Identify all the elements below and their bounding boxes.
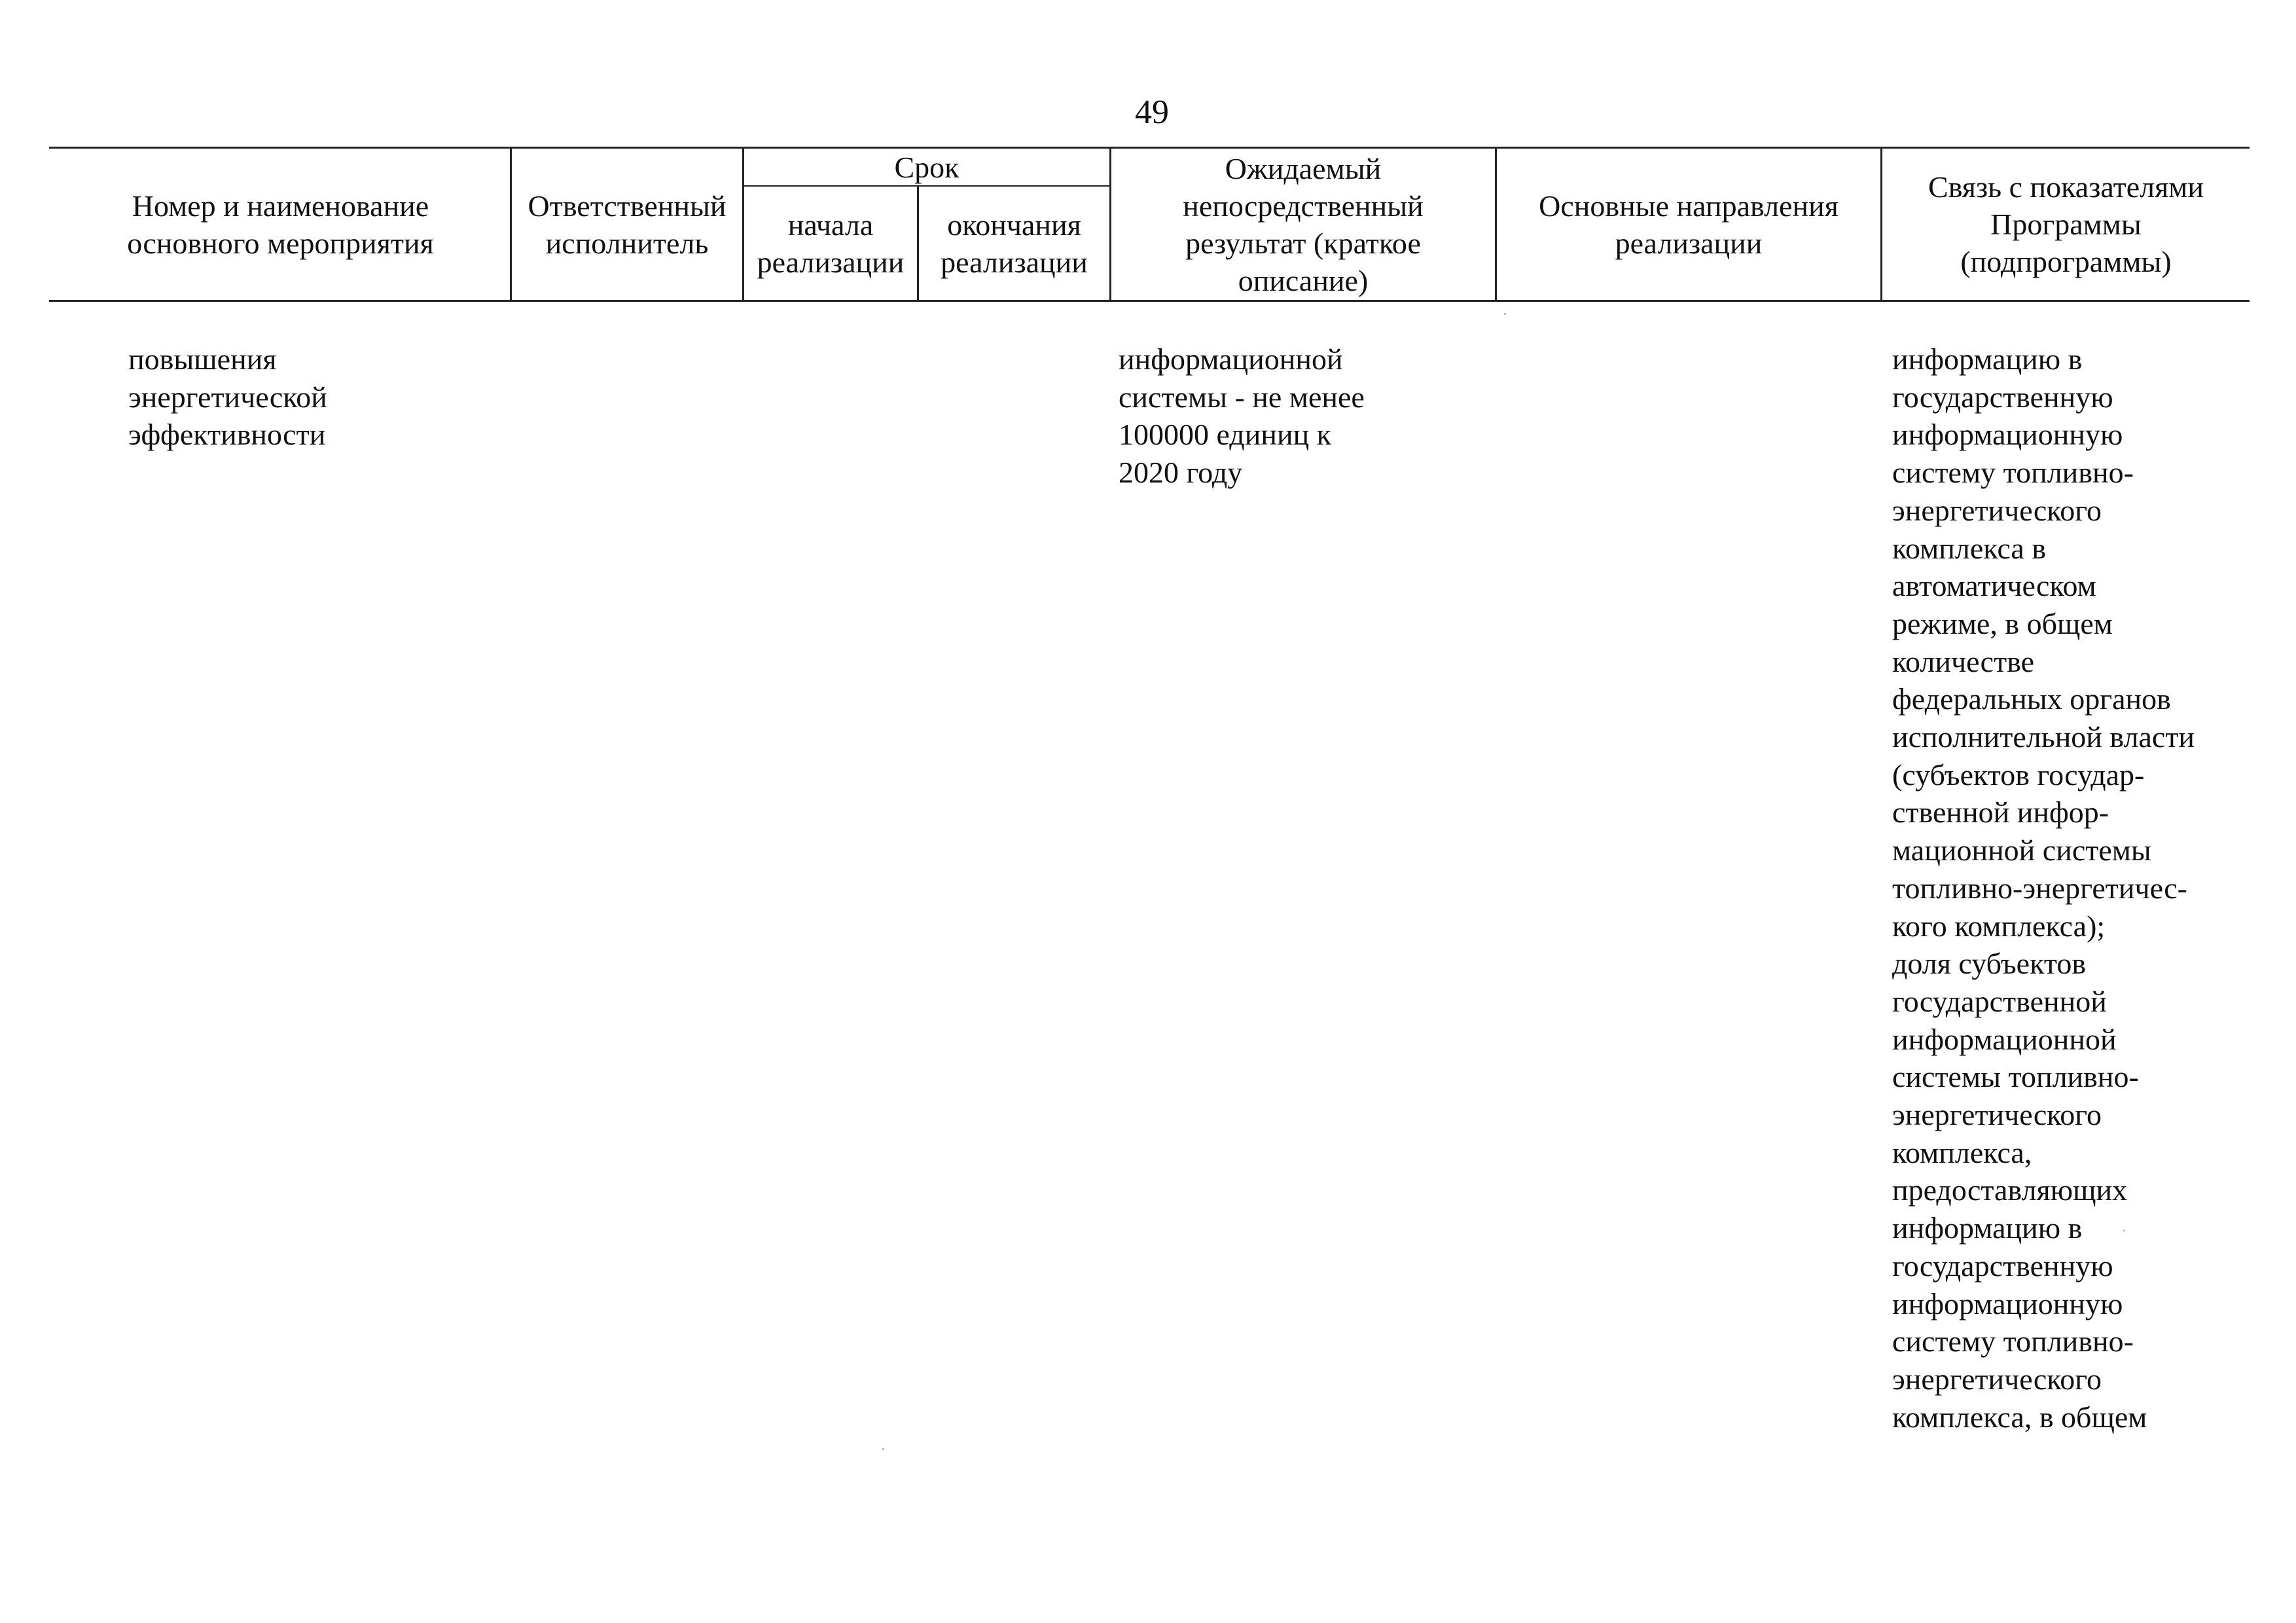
header-activity-label: Номер и наименование основного мероприятия <box>127 189 434 260</box>
body-expected-result-text: информационной системы - не менее 100000 единиц к 2020 году <box>1119 342 1365 490</box>
header-cell-activity <box>51 149 510 300</box>
header-bottom-rule <box>49 300 2250 302</box>
page-number: 49 <box>1135 94 1169 131</box>
header-cell-expected-result <box>1111 149 1495 300</box>
header-cell-directions <box>1497 149 1880 300</box>
header-executor-label: Ответственный исполнитель <box>528 189 726 260</box>
header-cell-executor <box>512 149 742 300</box>
header-directions-label: Основные направления реализации <box>1539 189 1839 260</box>
scan-speck <box>882 1448 884 1450</box>
body-activity-text: повышения энергетической эффективности <box>128 342 327 452</box>
header-cell-indicators <box>1882 149 2250 300</box>
header-term-label: Срок <box>894 150 960 184</box>
body-indicators-text: информацию в государственную информационную систему топливно- энергетического комплекса в автоматическом режиме, в общем количестве федеральных органов исполнительной власти (субъектов государ- ственной инфор- мационной системы топливно-энергетичес- кого комплекса); доля субъектов государственной информационной системы топливно- энергетического комплекса, предоставляющих информацию в государственную информационную систему топливно- энергетического комплекса, в общем <box>1892 342 2195 1434</box>
scan-speck <box>2123 1230 2125 1231</box>
header-indicators-label: Связь с показателями Программы (подпрограммы) <box>1928 170 2204 278</box>
header-term-start-label: начала реализации <box>757 208 905 279</box>
scan-speck <box>1504 313 1506 315</box>
header-expected-result-label: Ожидаемый непосредственный результат (краткое описание) <box>1183 151 1424 297</box>
header-cell-term <box>744 149 1109 185</box>
header-cell-term-start <box>744 187 917 300</box>
header-cell-term-end <box>919 187 1109 300</box>
header-term-end-label: окончания реализации <box>941 208 1088 279</box>
